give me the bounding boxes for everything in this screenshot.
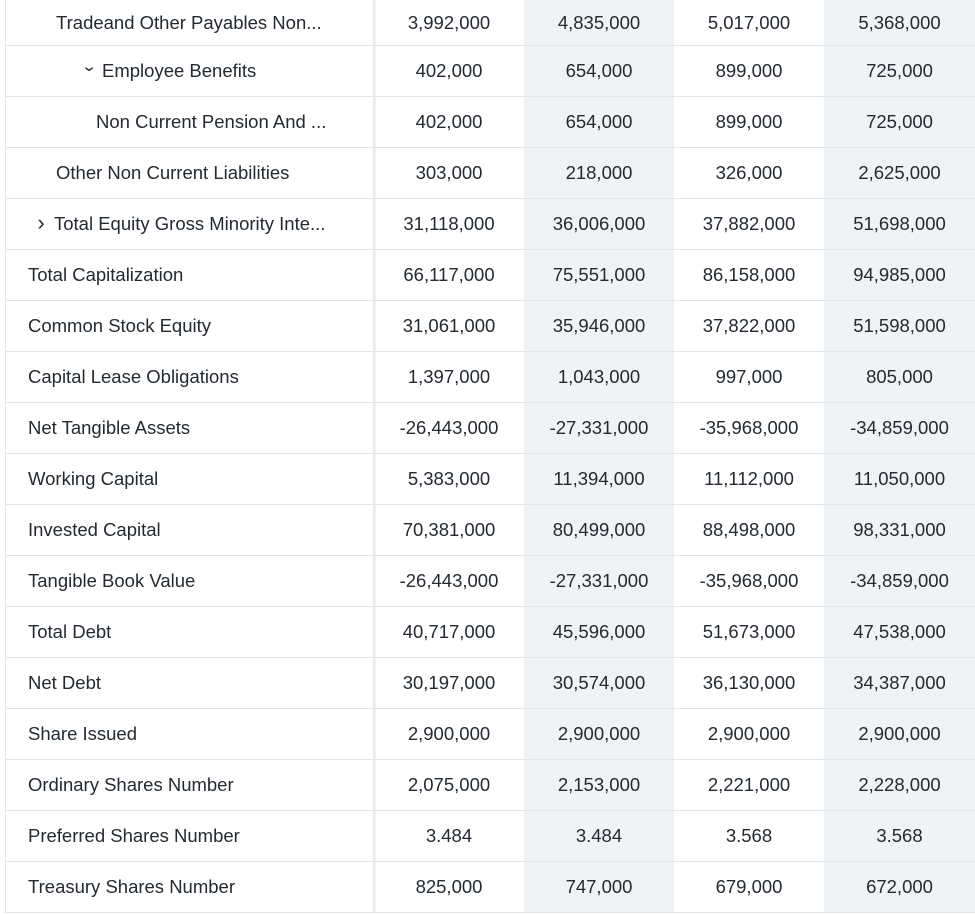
financials-table bbox=[5, 0, 975, 913]
table-row bbox=[5, 760, 975, 811]
value-cell: 11,050,000 bbox=[824, 454, 975, 504]
value-cell: 402,000 bbox=[415, 60, 483, 81]
value-cell: 218,000 bbox=[524, 148, 674, 198]
value-cell: 51,598,000 bbox=[824, 301, 975, 351]
value-cell: 326,000 bbox=[715, 162, 783, 183]
value-cell: 679,000 bbox=[715, 876, 783, 897]
row-label: Non Current Pension And ... bbox=[96, 111, 327, 132]
value-cell: 11,112,000 bbox=[704, 468, 794, 489]
row-label-cell bbox=[5, 658, 374, 708]
value-cell: 997,000 bbox=[715, 366, 783, 387]
table-row bbox=[5, 505, 975, 556]
table-row bbox=[5, 148, 975, 199]
row-label: Capital Lease Obligations bbox=[28, 366, 239, 387]
value-cell: 31,061,000 bbox=[402, 315, 496, 336]
value-cell: -26,443,000 bbox=[399, 417, 499, 438]
value-cell: 98,331,000 bbox=[824, 505, 975, 555]
row-label: Employee Benefits bbox=[102, 60, 257, 81]
row-label: Common Stock Equity bbox=[28, 315, 212, 336]
value-cell: 2,900,000 bbox=[407, 723, 491, 744]
table-row bbox=[5, 97, 975, 148]
table-row bbox=[5, 352, 975, 403]
row-label: Net Tangible Assets bbox=[28, 417, 191, 438]
table-row bbox=[5, 658, 975, 709]
value-cell: 5,017,000 bbox=[707, 11, 791, 33]
value-cell: 747,000 bbox=[524, 862, 674, 912]
value-cell: 11,394,000 bbox=[524, 454, 674, 504]
value-cell: 37,822,000 bbox=[702, 315, 796, 336]
row-label: Tangible Book Value bbox=[28, 570, 196, 591]
row-label: Total Equity Gross Minority Inte... bbox=[54, 213, 326, 234]
row-label-cell bbox=[5, 250, 374, 300]
row-label: Total Capitalization bbox=[28, 264, 184, 285]
value-cell: 88,498,000 bbox=[702, 519, 796, 540]
table-row bbox=[5, 709, 975, 760]
table-row bbox=[5, 250, 975, 301]
value-cell: 2,221,000 bbox=[707, 774, 791, 795]
value-cell: 34,387,000 bbox=[824, 658, 975, 708]
value-cell: -35,968,000 bbox=[699, 417, 799, 438]
value-cell: 37,882,000 bbox=[702, 213, 796, 234]
value-cell: 35,946,000 bbox=[524, 301, 674, 351]
row-label: Preferred Shares Number bbox=[28, 825, 240, 846]
value-cell: 1,397,000 bbox=[407, 366, 491, 387]
value-cell: 36,130,000 bbox=[702, 672, 796, 693]
row-label: Tradeand Other Payables Non... bbox=[56, 11, 322, 33]
row-label: Working Capital bbox=[28, 468, 159, 489]
table-row bbox=[5, 199, 975, 250]
chevron-right-icon[interactable]: › bbox=[37, 210, 45, 235]
value-cell: 47,538,000 bbox=[824, 607, 975, 657]
table-row bbox=[5, 454, 975, 505]
value-cell: 40,717,000 bbox=[402, 621, 496, 642]
value-cell: 66,117,000 bbox=[403, 264, 495, 285]
value-cell: 2,625,000 bbox=[824, 148, 975, 198]
value-cell: 899,000 bbox=[715, 111, 783, 132]
value-cell: 3.484 bbox=[425, 825, 473, 846]
row-label-cell bbox=[5, 811, 374, 861]
value-cell: 303,000 bbox=[415, 162, 483, 183]
value-cell: 402,000 bbox=[415, 111, 483, 132]
value-cell: 45,596,000 bbox=[524, 607, 674, 657]
value-cell: 30,574,000 bbox=[524, 658, 674, 708]
value-cell: 3.484 bbox=[524, 811, 674, 861]
row-label-cell[interactable] bbox=[5, 199, 374, 249]
value-cell: 3.568 bbox=[725, 825, 773, 846]
value-cell: 2,228,000 bbox=[824, 760, 975, 810]
value-cell: 2,075,000 bbox=[407, 774, 491, 795]
value-cell: 4,835,000 bbox=[524, 0, 674, 45]
row-label-cell bbox=[5, 97, 374, 147]
value-cell: 36,006,000 bbox=[524, 199, 674, 249]
table-row bbox=[5, 862, 975, 913]
table-row bbox=[5, 403, 975, 454]
row-label-cell bbox=[5, 403, 374, 453]
value-cell: -27,331,000 bbox=[524, 403, 674, 453]
table-row bbox=[5, 556, 975, 607]
row-label: Other Non Current Liabilities bbox=[56, 162, 290, 183]
value-cell: 654,000 bbox=[524, 46, 674, 96]
row-label-cell bbox=[5, 454, 374, 504]
row-label-cell[interactable] bbox=[5, 46, 374, 96]
chevron-down-icon[interactable]: ⌄ bbox=[80, 58, 98, 75]
value-cell: 75,551,000 bbox=[524, 250, 674, 300]
row-label: Ordinary Shares Number bbox=[28, 774, 234, 795]
value-cell: 2,153,000 bbox=[524, 760, 674, 810]
row-label-cell bbox=[5, 0, 374, 45]
row-label: Treasury Shares Number bbox=[28, 876, 235, 897]
table-row bbox=[5, 0, 975, 46]
value-cell: 805,000 bbox=[824, 352, 975, 402]
row-label-cell bbox=[5, 352, 374, 402]
value-cell: -26,443,000 bbox=[399, 570, 499, 591]
value-cell: 30,197,000 bbox=[402, 672, 496, 693]
table-row bbox=[5, 46, 975, 97]
value-cell: -34,859,000 bbox=[824, 556, 975, 606]
value-cell: 3,992,000 bbox=[407, 11, 491, 33]
value-cell: 70,381,000 bbox=[402, 519, 496, 540]
value-cell: 3.568 bbox=[824, 811, 975, 861]
value-cell: 672,000 bbox=[824, 862, 975, 912]
row-label-cell bbox=[5, 556, 374, 606]
row-label-cell bbox=[5, 505, 374, 555]
value-cell: -27,331,000 bbox=[524, 556, 674, 606]
value-cell: 94,985,000 bbox=[824, 250, 975, 300]
row-label: Total Debt bbox=[28, 621, 112, 642]
value-cell: 825,000 bbox=[415, 876, 483, 897]
value-cell: 2,900,000 bbox=[707, 723, 791, 744]
value-cell: 51,673,000 bbox=[702, 621, 796, 642]
table-row bbox=[5, 607, 975, 658]
table-row bbox=[5, 811, 975, 862]
value-cell: 2,900,000 bbox=[824, 709, 975, 759]
row-label-cell bbox=[5, 709, 374, 759]
value-cell: 899,000 bbox=[715, 60, 783, 81]
value-cell: 86,158,000 bbox=[702, 264, 796, 285]
value-cell: -35,968,000 bbox=[699, 570, 799, 591]
value-cell: 80,499,000 bbox=[524, 505, 674, 555]
row-label-cell bbox=[5, 760, 374, 810]
value-cell: 5,383,000 bbox=[407, 468, 491, 489]
value-cell: 5,368,000 bbox=[824, 0, 975, 45]
row-label: Net Debt bbox=[28, 672, 102, 693]
value-cell: 31,118,000 bbox=[403, 213, 495, 234]
value-cell: 725,000 bbox=[824, 46, 975, 96]
row-label-cell bbox=[5, 607, 374, 657]
value-cell: -34,859,000 bbox=[824, 403, 975, 453]
table-row bbox=[5, 301, 975, 352]
value-cell: 1,043,000 bbox=[524, 352, 674, 402]
value-cell: 2,900,000 bbox=[524, 709, 674, 759]
row-label-cell bbox=[5, 148, 374, 198]
value-cell: 654,000 bbox=[524, 97, 674, 147]
row-label: Invested Capital bbox=[28, 519, 161, 540]
row-label: Share Issued bbox=[28, 723, 138, 744]
row-label-cell bbox=[5, 301, 374, 351]
row-label-cell bbox=[5, 862, 374, 912]
value-cell: 51,698,000 bbox=[824, 199, 975, 249]
value-cell: 725,000 bbox=[824, 97, 975, 147]
